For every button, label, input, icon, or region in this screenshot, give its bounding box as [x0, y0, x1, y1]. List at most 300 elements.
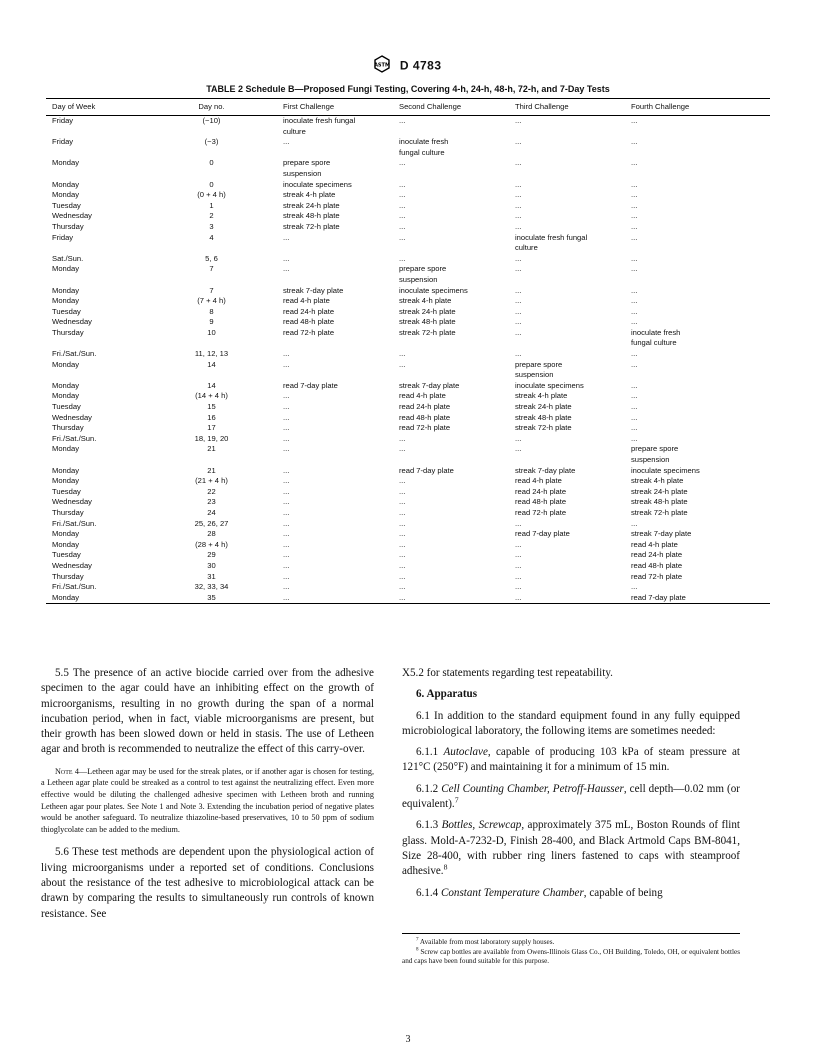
table-cell: ...: [515, 550, 522, 560]
table-cell: ...: [515, 582, 522, 592]
table-cell: (28 + 4 h): [195, 539, 228, 549]
table-cell: ...: [515, 253, 522, 263]
table-cell: ...: [399, 359, 406, 369]
table-cell: Monday: [52, 465, 80, 475]
table-cell: read 7-day plate: [625, 593, 770, 604]
table-cell: streak 7-day plate: [283, 285, 344, 295]
table-cell: ...: [631, 412, 638, 422]
table-cell: 7: [209, 264, 214, 274]
table-cell: ...: [399, 232, 406, 242]
table-cell: Wednesday: [52, 560, 92, 570]
table-cell: ...: [399, 349, 406, 359]
table-cell: streak 4-h plate: [283, 190, 336, 200]
table-cell: ...: [631, 232, 638, 242]
table-cell: 18, 19, 20: [194, 433, 229, 443]
table-cell: ...: [515, 296, 522, 306]
table-cell: Monday: [52, 296, 80, 306]
table-cell: streak 24-h plate: [515, 402, 572, 412]
table-cell: ...: [515, 518, 522, 528]
table-cell: 2: [209, 211, 214, 221]
table-cell: prepare spore suspension: [631, 444, 679, 464]
table-cell: 31: [207, 571, 216, 581]
table-cell: (14 + 4 h): [195, 391, 228, 401]
table-row: [46, 360, 770, 381]
table-cell: read 4-h plate: [515, 476, 562, 486]
table-cell: ...: [515, 539, 522, 549]
table-cell: read 48-h plate: [399, 412, 451, 422]
table-row: [46, 550, 770, 561]
table-cell: inoculate fresh fungal culture: [631, 327, 681, 348]
table-cell: 14: [207, 380, 216, 390]
table-cell: ...: [399, 497, 406, 507]
table-cell: ...: [283, 582, 290, 592]
table-cell: read 4-h plate: [399, 391, 446, 401]
table-cell: Monday: [52, 359, 80, 369]
footnote-number: 8: [416, 947, 419, 953]
table-cell: ...: [283, 507, 290, 517]
table-cell: streak 48-h plate: [283, 211, 340, 221]
table-cell: ...: [283, 433, 290, 443]
table-cell: ...: [631, 359, 638, 369]
table-row: [46, 582, 770, 593]
table-cell: 3: [209, 221, 214, 231]
table-cell: read 7-day plate: [515, 529, 570, 539]
table-cell: ...: [631, 179, 638, 189]
table-row: [46, 540, 770, 551]
table-cell: read 72-h plate: [631, 571, 683, 581]
footnote-ref: 7: [454, 795, 459, 805]
table-cell: Thursday: [52, 571, 84, 581]
table-cell: ...: [283, 497, 290, 507]
clause-title: Autoclave: [443, 746, 488, 759]
table-cell: streak 7-day plate: [399, 380, 460, 390]
table-cell: 24: [207, 507, 216, 517]
table-cell: ...: [515, 349, 522, 359]
clause-number: 6.1.3: [416, 819, 439, 832]
table-cell: read 7-day plate: [399, 465, 454, 475]
table-cell: (0 + 4 h): [197, 190, 226, 200]
table-row: [46, 190, 770, 201]
column-header: Second Challenge: [393, 99, 509, 116]
table-cell: ...: [515, 137, 522, 147]
table-cell: (−3): [204, 137, 219, 147]
column-header: Third Challenge: [509, 99, 625, 116]
table-cell: ...: [515, 571, 522, 581]
table-cell: ...: [399, 476, 406, 486]
table-cell: ...: [283, 391, 290, 401]
table-cell: ...: [515, 327, 522, 337]
table-cell: read 48-h plate: [283, 317, 335, 327]
table-cell: Wednesday: [52, 412, 92, 422]
table-cell: inoculate fresh fungal culture: [515, 232, 588, 253]
table-cell: ...: [631, 349, 638, 359]
table-row: [46, 349, 770, 360]
table-cell: streak 72-h plate: [515, 423, 572, 433]
footnote-ref: 8: [443, 862, 448, 872]
table-cell: streak 72-h plate: [283, 221, 340, 231]
table-cell: Monday: [52, 529, 80, 539]
table-row: [46, 233, 770, 254]
table-cell: ...: [515, 264, 522, 274]
table-cell: ...: [631, 158, 638, 168]
table-cell: ...: [631, 285, 638, 295]
table-cell: ...: [283, 465, 290, 475]
table-cell: Fri./Sat./Sun.: [52, 518, 97, 528]
table-cell: ...: [515, 433, 522, 443]
table-cell: 32, 33, 34: [194, 582, 229, 592]
clause-number: 6.1.4: [416, 886, 439, 899]
table-row: [46, 572, 770, 583]
table-cell: streak 48-h plate: [631, 497, 688, 507]
table-cell: Thursday: [52, 423, 84, 433]
table-cell: Monday: [52, 158, 80, 168]
table-row: [46, 529, 770, 540]
footnote-text: Screw cap bottles are available from Owens-Illinois Glass Co., OH Building, Toledo, OH, or equivalent bottles and caps have been found suitable for this purpose.: [402, 947, 741, 966]
right-column: [402, 666, 740, 907]
table-cell: ...: [631, 582, 638, 592]
table-cell: prepare spore suspension: [515, 359, 563, 380]
table-cell: 21: [207, 444, 216, 454]
table-row: [46, 286, 770, 297]
table-cell: (−10): [202, 116, 221, 125]
table-cell: ...: [631, 200, 638, 210]
table-cell: ...: [515, 306, 522, 316]
table-row: [46, 466, 770, 477]
table-cell: 25, 26, 27: [194, 518, 229, 528]
clause-number: 6.1.1: [416, 746, 439, 759]
table-cell: inoculate specimens: [631, 465, 700, 475]
table-cell: ...: [399, 179, 406, 189]
table-cell: ...: [399, 433, 406, 443]
table-cell: ...: [631, 190, 638, 200]
table-cell: streak 72-h plate: [631, 507, 688, 517]
clause-title: Bottles, Screwcap: [441, 819, 522, 832]
table-cell: Tuesday: [52, 306, 81, 316]
table-row: [46, 444, 770, 465]
table-cell: 0: [209, 158, 214, 168]
table-cell: Tuesday: [52, 200, 81, 210]
table-cell: ...: [283, 402, 290, 412]
table-cell: Friday: [52, 116, 74, 125]
table-cell: ...: [283, 412, 290, 422]
table-cell: ...: [277, 593, 393, 604]
table-cell: Monday: [52, 444, 80, 454]
astm-logo-icon: [374, 55, 390, 76]
table-cell: 11, 12, 13: [194, 349, 229, 359]
table-cell: 16: [207, 412, 216, 422]
table-cell: streak 24-h plate: [399, 306, 456, 316]
table-cell: inoculate specimens: [399, 285, 468, 295]
table-row: [46, 593, 770, 604]
clause-title: Constant Temperature Chamber: [440, 886, 584, 899]
table-cell: inoculate fresh fungal culture: [283, 116, 356, 136]
table-cell: streak 7-day plate: [631, 529, 692, 539]
table-cell: 8: [209, 306, 214, 316]
table-cell: Fri./Sat./Sun.: [52, 349, 97, 359]
table-cell: ...: [631, 296, 638, 306]
table-cell: (21 + 4 h): [195, 476, 228, 486]
table-cell: 22: [207, 486, 216, 496]
table-cell: ...: [515, 444, 522, 454]
table-row: [46, 381, 770, 392]
table-cell: Monday: [52, 179, 80, 189]
table-body: [46, 116, 770, 604]
table-row: [46, 328, 770, 349]
table-row: [46, 561, 770, 572]
table-cell: streak 48-h plate: [515, 412, 572, 422]
paragraph-5-5: 5.5 The presence of an active biocide carried over from the adhesive specimen to the agar could have an inhibiting effect on the growth of microorganisms, resulting in no growth during the span of a normal incubation period, when in fact, viable microorganisms are present, but their growth has been slowed down or held in stasis. The use of Letheen agar and broth is recommended to neutralize the effect of this carry-over.: [41, 667, 374, 756]
table-cell: ...: [399, 507, 406, 517]
column-header: Fourth Challenge: [625, 99, 770, 116]
table-cell: streak 4-h plate: [515, 391, 568, 401]
designation: D 4783: [399, 58, 442, 73]
table-cell: streak 4-h plate: [399, 296, 452, 306]
table-cell: Monday: [52, 285, 80, 295]
table-row: [46, 497, 770, 508]
table-cell: ...: [283, 539, 290, 549]
table-cell: ...: [399, 486, 406, 496]
table-cell: ...: [631, 518, 638, 528]
table-cell: ...: [631, 116, 638, 125]
table-cell: ...: [399, 190, 406, 200]
table-cell: ...: [399, 518, 406, 528]
table-row: [46, 391, 770, 402]
table-cell: Monday: [52, 539, 80, 549]
table-cell: prepare spore suspension: [283, 158, 331, 178]
table-cell: inoculate fresh fungal culture: [399, 137, 449, 157]
table-cell: 35: [144, 593, 277, 604]
table-cell: Tuesday: [52, 550, 81, 560]
table-cell: ...: [283, 232, 290, 242]
section-heading-apparatus: 6. Apparatus: [416, 688, 478, 701]
table-cell: Monday: [52, 476, 80, 486]
table-cell: Tuesday: [52, 486, 81, 496]
table-cell: Wednesday: [52, 317, 92, 327]
table-cell: ...: [283, 518, 290, 528]
table-cell: ...: [515, 158, 522, 168]
table-cell: Wednesday: [52, 211, 92, 221]
clause-text: , capable of being: [583, 886, 663, 899]
table-cell: ...: [515, 116, 522, 125]
table-cell: 7: [209, 285, 214, 295]
table-cell: streak 7-day plate: [515, 465, 576, 475]
table-cell: 10: [207, 327, 216, 337]
table-cell: ...: [631, 317, 638, 327]
table-cell: read 72-h plate: [283, 327, 335, 337]
table-cell: streak 4-h plate: [631, 476, 684, 486]
table-row: [46, 254, 770, 265]
table-row: [46, 317, 770, 328]
table-cell: 21: [207, 465, 216, 475]
table-cell: 14: [207, 359, 216, 369]
table-cell: Fri./Sat./Sun.: [52, 433, 97, 443]
table-cell: ...: [399, 571, 406, 581]
table-cell: ...: [283, 529, 290, 539]
table-cell: ...: [399, 158, 406, 168]
table-cell: Tuesday: [52, 402, 81, 412]
table-cell: 29: [207, 550, 216, 560]
table-cell: Thursday: [52, 221, 84, 231]
paragraph-6-1-3: [402, 818, 740, 879]
table-cell: ...: [399, 444, 406, 454]
table-cell: 15: [207, 402, 216, 412]
table-row: [46, 413, 770, 424]
table-cell: ...: [399, 560, 406, 570]
table-cell: ...: [399, 529, 406, 539]
table-cell: ...: [283, 560, 290, 570]
clause-text: , cell depth—0.02 mm (or equivalent).: [402, 782, 740, 811]
note-label: Note 4: [55, 766, 79, 776]
table-cell: 17: [207, 423, 216, 433]
table-cell: read 4-h plate: [631, 539, 678, 549]
table-cell: read 48-h plate: [631, 560, 683, 570]
table-row: [46, 116, 770, 138]
table-cell: streak 48-h plate: [399, 317, 456, 327]
table-row: [46, 180, 770, 191]
table-cell: ...: [283, 253, 290, 263]
table-header-row: [46, 99, 770, 116]
table-cell: ...: [631, 391, 638, 401]
table-cell: Thursday: [52, 507, 84, 517]
table-cell: 0: [209, 179, 214, 189]
table-cell: inoculate specimens: [283, 179, 352, 189]
table-cell: 5, 6: [205, 253, 218, 263]
paragraph-6-1: 6.1 In addition to the standard equipment found in any fully equipped microbiological laboratory, the following items are sometimes needed:: [402, 709, 740, 737]
table-cell: read 24-h plate: [283, 306, 335, 316]
table-cell: ...: [399, 221, 406, 231]
table-cell: ...: [283, 550, 290, 560]
paragraph-5-6: 5.6 These test methods are dependent upon the physiological action of living microorganisms under a reported set of conditions. Conclusions about the resistance of the test adhesive to microbiological attack can be drawn by comparing the results to simultaneously run controls of known resistance. See: [41, 846, 374, 920]
table-cell: prepare spore suspension: [399, 264, 447, 284]
table-cell: read 72-h plate: [399, 423, 451, 433]
paragraph-continuation: X5.2 for statements regarding test repeatability.: [402, 667, 613, 679]
table-cell: ...: [631, 211, 638, 221]
table-row: [46, 222, 770, 233]
table-cell: Thursday: [52, 327, 84, 337]
footnote-number: 7: [416, 937, 419, 943]
table-cell: ...: [631, 137, 638, 147]
table-cell: ...: [283, 444, 290, 454]
table-cell: ...: [399, 200, 406, 210]
column-header: First Challenge: [277, 99, 393, 116]
table-cell: ...: [631, 253, 638, 263]
table-cell: read 72-h plate: [515, 507, 567, 517]
table-row: [46, 476, 770, 487]
table-cell: ...: [515, 200, 522, 210]
table-cell: ...: [631, 306, 638, 316]
table-row: [46, 264, 770, 285]
column-header: Day no.: [144, 99, 277, 116]
table-row: [46, 307, 770, 318]
table-cell: Fri./Sat./Sun.: [52, 582, 97, 592]
table-cell: read 24-h plate: [631, 550, 683, 560]
paragraph-6-1-1: [402, 745, 740, 776]
table-cell: ...: [515, 221, 522, 231]
table-cell: 1: [209, 200, 214, 210]
table-cell: Monday: [52, 264, 80, 274]
table-cell: 28: [207, 529, 216, 539]
table-cell: ...: [515, 179, 522, 189]
table-cell: Monday: [46, 593, 144, 604]
table-cell: Sat./Sun.: [52, 253, 84, 263]
table-row: [46, 137, 770, 158]
table-row: [46, 296, 770, 307]
paragraph-6-1-2: [402, 782, 740, 813]
table-cell: read 7-day plate: [283, 380, 338, 390]
table-cell: 4: [209, 232, 214, 242]
table-cell: read 24-h plate: [515, 486, 567, 496]
schedule-table: [46, 98, 770, 604]
table-cell: ...: [631, 402, 638, 412]
table-cell: ...: [515, 317, 522, 327]
table-cell: ...: [283, 349, 290, 359]
footnote-text: Available from most laboratory supply houses.: [419, 938, 555, 946]
note-text: —Letheen agar may be used for the streak plates, or if another agar is chosen for testing, a Letheen agar plate could be streaked as a control to test against the neutralizing effect. Even more effective would be diluting the challenged adhesive specimen with Letheen broth and running Letheen agar pour plates. See Note 1 and Note 3. Extending the incubation period of negative plates would be another safeguard. To neutralize thiazoline-based preservatives, 10 to 50 ppm of sodium thioglycolate can be added to the medium.: [41, 766, 374, 834]
table-cell: ...: [515, 190, 522, 200]
table-cell: ...: [509, 593, 625, 604]
clause-number: 6.1.2: [416, 782, 439, 795]
table-cell: Friday: [52, 137, 74, 147]
table-cell: ...: [631, 433, 638, 443]
table-cell: ...: [631, 423, 638, 433]
table-row: [46, 487, 770, 498]
table-cell: ...: [283, 476, 290, 486]
table-row: [46, 402, 770, 413]
table-row: [46, 508, 770, 519]
table-cell: ...: [399, 582, 406, 592]
table-cell: Friday: [52, 232, 74, 242]
table-cell: read 4-h plate: [283, 296, 330, 306]
table-cell: inoculate specimens: [515, 380, 584, 390]
table-cell: ...: [283, 486, 290, 496]
column-header: Day of Week: [46, 99, 144, 116]
table-cell: streak 24-h plate: [631, 486, 688, 496]
table-cell: 9: [209, 317, 214, 327]
note-4: [41, 766, 374, 836]
paragraph-6-1-4: [402, 886, 740, 901]
table-row: [46, 519, 770, 530]
table-cell: ...: [283, 359, 290, 369]
left-column: [41, 666, 374, 928]
table-cell: ...: [399, 550, 406, 560]
table-cell: ...: [515, 211, 522, 221]
page-number: 3: [405, 1034, 411, 1045]
table-cell: ...: [393, 593, 509, 604]
table-cell: ...: [283, 571, 290, 581]
table-cell: Monday: [52, 391, 80, 401]
table-cell: ...: [399, 253, 406, 263]
clause-title: Cell Counting Chamber, Petroff-Hausser: [441, 782, 624, 795]
table-row: [46, 434, 770, 445]
table-cell: ...: [515, 560, 522, 570]
footnote-8: [402, 948, 740, 967]
table-cell: ...: [631, 380, 638, 390]
table-cell: ...: [399, 116, 406, 125]
svg-text:ASTM: ASTM: [374, 62, 391, 69]
table-cell: ...: [399, 211, 406, 221]
table-row: [46, 201, 770, 212]
table-cell: read 24-h plate: [399, 402, 451, 412]
table-cell: Monday: [52, 380, 80, 390]
table-row: [46, 158, 770, 179]
table-cell: Wednesday: [52, 497, 92, 507]
table-cell: ...: [515, 285, 522, 295]
footnotes: [402, 933, 740, 967]
clause-text: , capable of producing 103 kPa of steam pressure at 121°C (250°F) and maintaining it for a minimum of 15 min.: [402, 746, 740, 774]
table-cell: Monday: [52, 190, 80, 200]
table-cell: 23: [207, 497, 216, 507]
table-cell: streak 24-h plate: [283, 200, 340, 210]
